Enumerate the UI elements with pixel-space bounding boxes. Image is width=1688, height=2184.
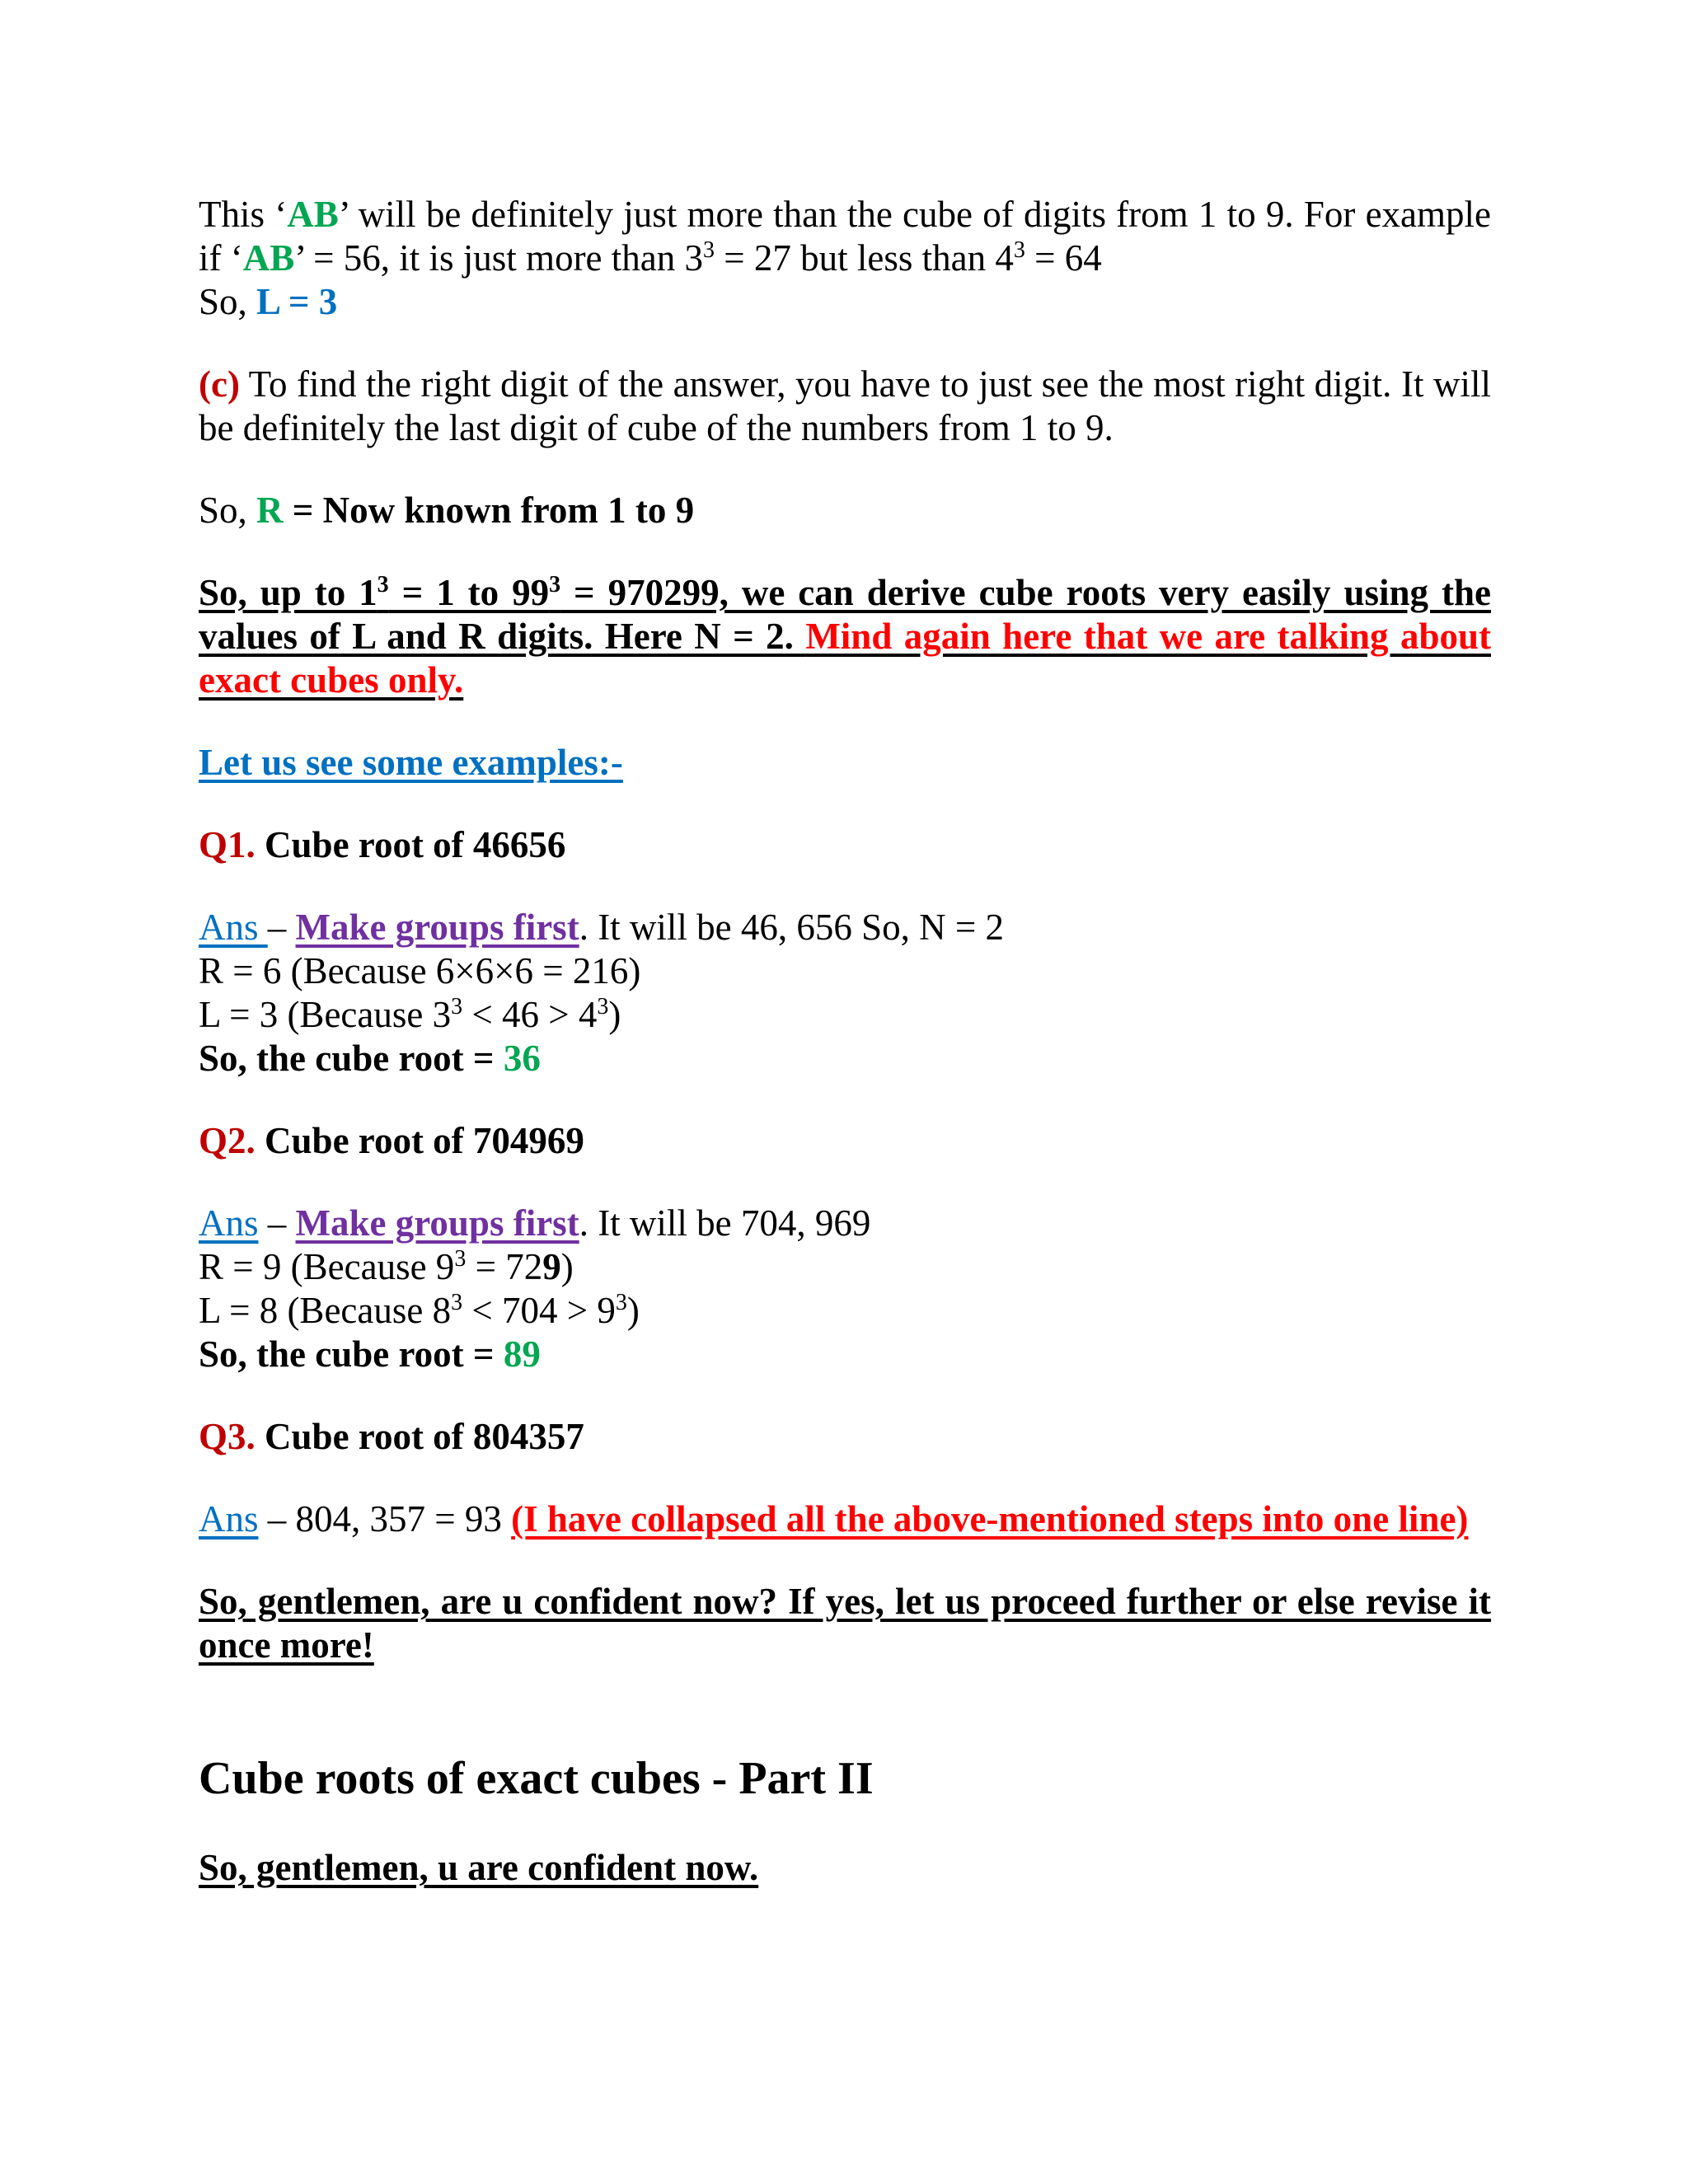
text: . It will be 46, 656 So, N = 2 <box>579 907 1005 948</box>
text: – 804, 357 = 93 <box>258 1498 512 1540</box>
answer-3 <box>199 1497 1491 1541</box>
make-groups-link: Make groups first <box>295 1202 579 1244</box>
answer-2 <box>199 1202 1491 1376</box>
text: So, <box>199 490 257 531</box>
question-2 <box>199 1119 1491 1163</box>
document-content <box>199 193 1491 1890</box>
paragraph-right-digit <box>199 363 1491 450</box>
text: = 72 <box>466 1246 543 1287</box>
text: ’ = 56, it is just more than 3 <box>294 237 703 279</box>
text: L = 8 (Because 8 <box>199 1290 452 1331</box>
text: R = 9 (Because 9 <box>199 1246 455 1287</box>
exponent: 3 <box>451 1290 463 1315</box>
ab-term: AB <box>242 237 295 279</box>
text: < 704 > 9 <box>462 1290 616 1331</box>
ans-label: Ans <box>199 1498 259 1540</box>
text: So, the cube root = <box>199 1038 504 1079</box>
answer-result <box>199 1333 1491 1376</box>
result-value: 89 <box>503 1333 541 1375</box>
exponent: 3 <box>703 237 715 263</box>
answer-line <box>199 906 1491 949</box>
text: So, the cube root = <box>199 1333 504 1375</box>
question-text: Cube root of 804357 <box>255 1416 584 1457</box>
exponent: 3 <box>454 1246 467 1272</box>
text: = Now known from 1 to 9 <box>283 490 695 531</box>
text: ) <box>608 994 621 1035</box>
collapsed-steps-note: (I have collapsed all the above-mentioned steps into one line) <box>511 1498 1469 1540</box>
exact-cubes-note: Mind again here that we are talking about exact cubes only. <box>199 616 1491 701</box>
answer-line <box>199 1289 1491 1333</box>
text: – <box>258 1202 296 1244</box>
answer-1 <box>199 906 1491 1080</box>
question-text: Cube root of 46656 <box>255 824 566 865</box>
paragraph-ab-explanation <box>199 193 1491 324</box>
text: – <box>267 907 296 948</box>
ans-label: Ans <box>199 1202 259 1244</box>
result-value: 36 <box>503 1038 541 1079</box>
l-value: L = 3 <box>256 281 338 322</box>
text: = 27 but less than 4 <box>715 237 1014 279</box>
paragraph-r-known <box>199 489 1491 532</box>
exponent: 3 <box>549 572 561 598</box>
text: L = 3 (Because 3 <box>199 994 452 1035</box>
question-1 <box>199 823 1491 867</box>
ab-term: AB <box>287 194 339 235</box>
part2-text: So, gentlemen, u are confident now. <box>199 1847 759 1888</box>
text: . It will be 704, 969 <box>579 1202 871 1244</box>
text: = 970299, we can derive cube roots very easily using the values of L and R digits. Here N = 2. <box>199 572 1491 657</box>
paragraph-summary <box>199 571 1491 702</box>
exponent: 3 <box>1013 237 1025 263</box>
exponent: 3 <box>597 994 609 1019</box>
question-3 <box>199 1415 1491 1459</box>
answer-line <box>199 1202 1491 1245</box>
question-text: Cube root of 704969 <box>255 1120 584 1161</box>
text: = 64 <box>1025 237 1102 279</box>
r-term: R <box>256 490 284 531</box>
text: < 46 > 4 <box>462 994 598 1035</box>
answer-line: R = 6 (Because 6×6×6 = 216) <box>199 950 641 991</box>
answer-line <box>199 993 1491 1037</box>
text: So, <box>199 281 257 322</box>
text: So, up to 1 <box>199 572 377 613</box>
text: ’ will be definitely just more than the cube of digits from 1 to 9. For example if ‘ <box>199 194 1491 279</box>
last-digit: 9 <box>542 1246 561 1287</box>
ans-label: Ans <box>199 907 268 948</box>
question-label: Q3. <box>199 1416 256 1457</box>
exponent: 3 <box>615 1290 627 1315</box>
answer-line <box>199 1245 1491 1289</box>
text: = 1 to 99 <box>388 572 550 613</box>
text: ) <box>626 1290 640 1331</box>
make-groups-link: Make groups first <box>295 907 579 948</box>
text: This ‘ <box>199 194 288 235</box>
question-label: Q1. <box>199 824 256 865</box>
confidence-question: So, gentlemen, are u confident now? If yes, let us proceed further or else revise it once more! <box>199 1581 1491 1666</box>
exponent: 3 <box>377 572 389 598</box>
part2-heading: Cube roots of exact cubes - Part II <box>199 1753 874 1804</box>
answer-result <box>199 1037 1491 1080</box>
exponent: 3 <box>451 994 463 1019</box>
step-label: (c) <box>199 363 240 405</box>
text: To find the right digit of the answer, you have to just see the most right digit. It will be definitely the last digit of cube of the numbers from 1 to 9. <box>199 363 1491 448</box>
text: ) <box>560 1246 574 1287</box>
question-label: Q2. <box>199 1120 256 1161</box>
examples-heading: Let us see some examples:- <box>199 742 623 783</box>
